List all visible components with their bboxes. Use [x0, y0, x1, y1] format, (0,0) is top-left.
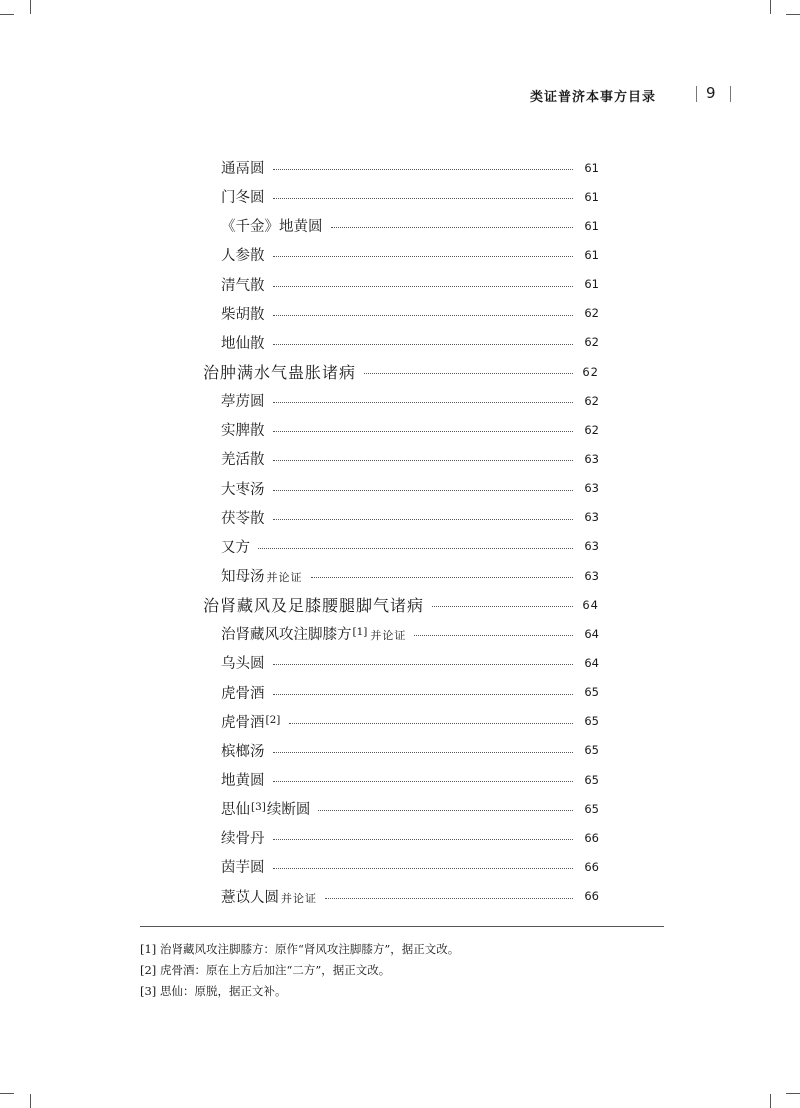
toc-entry-title [221, 769, 265, 790]
crop-mark [786, 14, 800, 15]
toc-section-entry[interactable] [0, 590, 800, 619]
toc-entry[interactable] [0, 270, 800, 299]
entry-note: 并论证 [281, 891, 317, 905]
toc-entry[interactable] [0, 765, 800, 794]
dot-leader [325, 898, 573, 899]
entry-title-text: 清气散 [221, 277, 265, 294]
toc-page-number: 61 [584, 160, 599, 175]
entry-title-text: 《千金》地黄圆 [221, 219, 323, 236]
toc-entry-title [221, 711, 281, 732]
toc-entry[interactable] [0, 707, 800, 736]
toc-entry-title [221, 390, 265, 411]
toc-entry-title [221, 798, 310, 819]
toc-entry[interactable] [0, 736, 800, 765]
toc-entry[interactable] [0, 386, 800, 415]
toc-entry[interactable] [0, 648, 800, 677]
toc-entry[interactable] [0, 794, 800, 823]
entry-title-text: 治肿满水气蛊胀诸病 [203, 363, 357, 383]
toc-entry[interactable] [0, 474, 800, 503]
dot-leader [273, 315, 574, 316]
dot-leader [273, 752, 574, 753]
toc-entry-title [221, 740, 265, 761]
toc-entry-title [221, 186, 265, 207]
entry-title-text: 茵芋圆 [221, 860, 265, 877]
toc-entry-title [221, 419, 265, 440]
entry-title-text: 通鬲圆 [221, 161, 265, 178]
toc-entry-title [203, 593, 424, 616]
toc-page-number: 65 [584, 685, 599, 700]
crop-mark [30, 0, 31, 14]
header-divider [696, 86, 697, 102]
toc-entry[interactable] [0, 532, 800, 561]
toc-page-number: 63 [584, 451, 599, 466]
toc-page-number: 63 [584, 539, 599, 554]
entry-title-text: 葶苈圆 [221, 394, 265, 411]
entry-title-text: 茯苓散 [221, 510, 265, 527]
toc-page-number: 62 [584, 393, 599, 408]
toc-page-number: 65 [584, 772, 599, 787]
dot-leader [364, 373, 573, 374]
entry-title-text: 柴胡散 [221, 306, 265, 323]
toc-page-number: 64 [584, 655, 599, 670]
crop-mark [0, 1093, 14, 1094]
entry-title-text: 地黄圆 [221, 773, 265, 790]
toc-entry-title [221, 303, 265, 324]
dot-leader [258, 548, 573, 549]
dot-leader [273, 286, 574, 287]
toc-entry-title [203, 360, 356, 383]
entry-note: 并论证 [370, 629, 407, 643]
entry-title-text: 治肾藏风及足膝腰腿脚气诸病 [203, 596, 425, 616]
dot-leader [273, 460, 574, 461]
toc-page-number: 62 [584, 422, 599, 437]
toc-page-number: 65 [584, 743, 599, 758]
crop-mark [0, 14, 14, 15]
toc-entry-title [221, 623, 406, 644]
toc-entry[interactable] [0, 240, 800, 269]
entry-title-text: 续断圆 [266, 802, 311, 819]
dot-leader [273, 402, 574, 403]
footnotes [140, 941, 459, 1004]
dot-leader [273, 868, 574, 869]
toc-page-number: 65 [584, 801, 599, 816]
dot-leader [273, 431, 574, 432]
dot-leader [273, 781, 574, 782]
entry-title-text: 知母汤 [221, 569, 265, 586]
footnote: [3] 思仙：原脱，据正文补。 [140, 984, 287, 998]
toc-section-entry[interactable] [0, 357, 800, 386]
toc-entry-title [221, 244, 265, 265]
toc-page-number: 61 [584, 189, 599, 204]
toc-page-number: 66 [584, 830, 599, 845]
entry-title-text: 槟榔汤 [221, 743, 265, 760]
dot-leader [432, 606, 573, 607]
toc-entry[interactable] [0, 153, 800, 182]
toc-entry[interactable] [0, 444, 800, 473]
toc-entry[interactable] [0, 882, 800, 911]
toc-entry[interactable] [0, 328, 800, 357]
toc-page-number: 62 [584, 335, 599, 350]
toc-page-number: 65 [584, 714, 599, 729]
toc-page-number: 63 [584, 510, 599, 525]
dot-leader [273, 256, 574, 257]
dot-leader [318, 810, 573, 811]
entry-title-text: 虎骨酒 [221, 714, 265, 731]
entry-title-text: 治肾藏风攻注脚膝方 [221, 627, 352, 644]
footnote: [2] 虎骨酒：原在上方后加注“二方”，据正文改。 [140, 963, 391, 977]
entry-title-text: 门冬圆 [221, 190, 265, 207]
footnote-marker[interactable]: [3] [251, 801, 266, 814]
toc-entry-title [221, 332, 265, 353]
footnote: [1] 治肾藏风攻注脚膝方：原作“肾风攻注脚膝方”，据正文改。 [140, 942, 460, 956]
dot-leader [273, 169, 574, 170]
toc-entry-title [221, 886, 317, 907]
entry-title-text: 薏苡人圆 [221, 889, 279, 906]
toc-entry[interactable] [0, 415, 800, 444]
toc-entry-title [221, 536, 250, 557]
toc-entry[interactable] [0, 561, 800, 590]
entry-title-text: 虎骨酒 [221, 685, 265, 702]
entry-title-text: 思仙 [221, 802, 250, 819]
entry-title-text: 实脾散 [221, 423, 265, 440]
dot-leader [289, 723, 573, 724]
toc-entry[interactable] [0, 182, 800, 211]
toc-entry-title [221, 856, 265, 877]
toc-entry[interactable] [0, 503, 800, 532]
dot-leader [331, 227, 574, 228]
toc-entry[interactable] [0, 299, 800, 328]
dot-leader [311, 577, 574, 578]
toc-page-number: 62 [582, 364, 599, 379]
dot-leader [273, 694, 574, 695]
toc-page-number: 63 [584, 568, 599, 583]
entry-title-text: 续骨丹 [221, 831, 265, 848]
table-of-contents [0, 153, 800, 911]
toc-entry-title [221, 215, 323, 236]
toc-page-number: 63 [584, 481, 599, 496]
footnote-marker[interactable]: [1] [352, 626, 368, 639]
toc-entry-title [221, 827, 265, 848]
toc-entry[interactable] [0, 852, 800, 881]
footnote-marker[interactable]: [2] [265, 713, 281, 726]
toc-entry-title [221, 448, 265, 469]
crop-mark [30, 1094, 31, 1108]
footnote-rule [140, 926, 664, 927]
entry-title-text: 大枣汤 [221, 481, 265, 498]
toc-entry[interactable] [0, 678, 800, 707]
dot-leader [273, 344, 574, 345]
toc-page-number: 66 [584, 889, 599, 904]
toc-page-number: 64 [582, 597, 599, 612]
page-number: 9 [706, 84, 717, 102]
running-header-title: 类证普济本事方目录 [530, 90, 657, 105]
entry-title-text: 人参散 [221, 248, 265, 265]
toc-entry-title [221, 157, 265, 178]
toc-entry-title [221, 478, 265, 499]
toc-page-number: 61 [584, 277, 599, 292]
crop-mark [770, 0, 771, 14]
toc-page-number: 62 [584, 306, 599, 321]
dot-leader [273, 664, 574, 665]
dot-leader [273, 198, 574, 199]
dot-leader [273, 839, 574, 840]
toc-page-number: 61 [584, 218, 599, 233]
entry-title-text: 乌头圆 [221, 656, 265, 673]
toc-entry[interactable] [0, 211, 800, 240]
entry-title-text: 又方 [221, 539, 250, 556]
entry-title-text: 地仙散 [221, 335, 265, 352]
entry-title-text: 羌活散 [221, 452, 265, 469]
toc-entry-title [221, 652, 265, 673]
header-divider [730, 86, 731, 102]
running-header [520, 84, 740, 106]
dot-leader [414, 635, 573, 636]
toc-entry-title [221, 274, 265, 295]
toc-page-number: 66 [584, 859, 599, 874]
dot-leader [273, 519, 574, 520]
crop-mark [770, 1094, 771, 1108]
toc-entry[interactable] [0, 619, 800, 648]
toc-entry-title [221, 507, 265, 528]
toc-page-number: 64 [584, 626, 599, 641]
dot-leader [273, 490, 574, 491]
crop-mark [786, 1093, 800, 1094]
toc-entry-title [221, 565, 303, 586]
entry-note: 并论证 [266, 571, 303, 585]
toc-page-number: 61 [584, 247, 599, 262]
toc-entry-title [221, 682, 265, 703]
toc-entry[interactable] [0, 823, 800, 852]
